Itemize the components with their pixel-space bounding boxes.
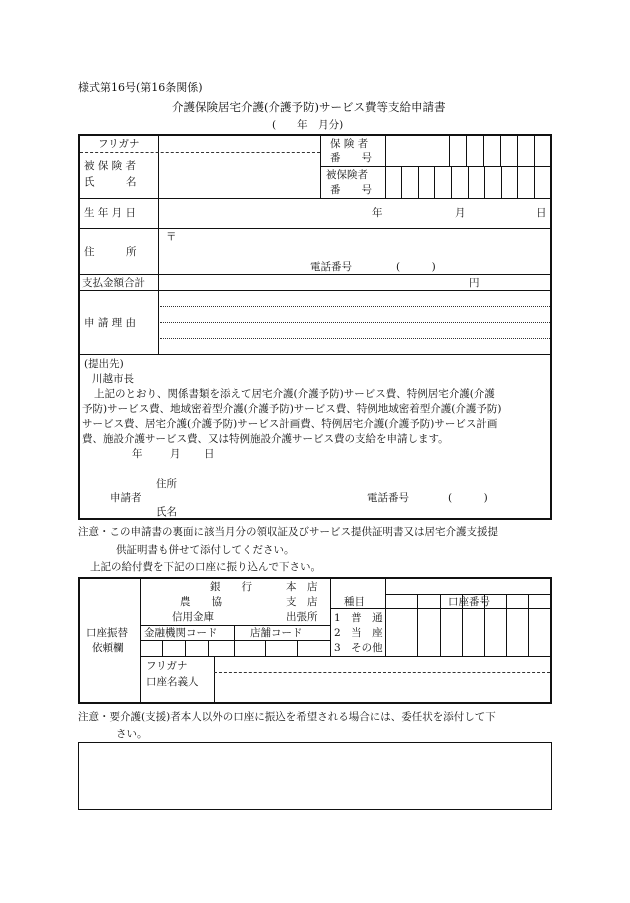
- body-line-4: 費、施設介護サービス費、又は特例施設介護サービス費の支給を申請します。: [82, 433, 449, 445]
- insured-number-label: 被保険者: [326, 169, 368, 181]
- furigana-label: フリガナ: [98, 138, 140, 150]
- insured-name-label-2: 氏 名: [84, 176, 137, 188]
- bank-code-label: 金融機関コード: [144, 627, 218, 639]
- transfer-request: 上記の給付費を下記の口座に振り込んで下さい。: [90, 561, 321, 573]
- note-proxy-line-2: さい。: [116, 728, 148, 740]
- body-line-3: サービス費、居宅介護(介護予防)サービス計画費、特例居宅介護(介護予防)サービス計画: [82, 418, 498, 430]
- account-type-other: 3 その他: [334, 642, 383, 654]
- submission-day-unit: 日: [204, 448, 215, 460]
- applicant-label: 申請者: [110, 492, 142, 504]
- applicant-address-label: 住所: [156, 478, 177, 490]
- insured-number-label-2: 番 号: [330, 184, 372, 196]
- account-type-current: 2 当 座: [334, 627, 383, 639]
- insured-name-label: 被 保 険 者: [84, 160, 137, 172]
- account-holder-label: 口座名義人: [146, 676, 199, 688]
- branch-code-label: 店舗コード: [250, 627, 303, 639]
- holder-furigana-label: フリガナ: [146, 660, 188, 672]
- submission-year-unit: 年: [132, 448, 143, 460]
- insurer-number-input[interactable]: [387, 136, 548, 165]
- reason-label: 申 請 理 由: [84, 317, 137, 329]
- note-proxy-line-1: 注意・要介護(支援)者本人以外の口座に振込を希望される場合には、委任状を添付して下: [78, 711, 496, 723]
- furigana-input[interactable]: [160, 139, 318, 151]
- bank-type-bank: 銀 行: [210, 581, 252, 593]
- account-type-label: 種目: [344, 596, 365, 608]
- bank-section-label: 口座振替: [86, 627, 128, 639]
- submit-to-name: 川越市長: [92, 373, 134, 385]
- bank-section-label-2: 依頼欄: [92, 642, 124, 654]
- bank-type-coop: 農 協: [180, 596, 222, 608]
- code-input[interactable]: [142, 642, 328, 655]
- holder-furigana-input[interactable]: [216, 658, 548, 671]
- phone-parens: ( ): [396, 261, 436, 273]
- submit-to-label: (提出先): [84, 358, 124, 370]
- account-number-label: 口座番号: [448, 596, 490, 608]
- insurer-number-label-2: 番 号: [330, 152, 372, 164]
- applicant-phone-label: 電話番号: [367, 492, 409, 504]
- address-label: 住 所: [84, 246, 137, 258]
- postal-mark: 〒: [166, 231, 177, 243]
- birth-date-label: 生 年 月 日: [84, 207, 137, 219]
- birth-year-unit: 年: [372, 207, 383, 219]
- body-line-1: 上記のとおり、関係書類を添えて居宅介護(介護予防)サービス費、特例居宅介護(介護: [94, 388, 495, 400]
- total-amount-input[interactable]: [160, 276, 460, 289]
- form-period: ( 年 月分): [272, 119, 344, 131]
- birth-date-input[interactable]: [160, 200, 548, 226]
- phone-label: 電話番号: [310, 261, 352, 273]
- insured-name-input[interactable]: [160, 154, 318, 196]
- insurer-number-label: 保 険 者: [330, 138, 369, 150]
- reason-input[interactable]: [160, 292, 548, 352]
- note-receipt-line-2: 供証明書も併せて添付してください。: [116, 544, 295, 556]
- branch-type-branch: 支 店: [286, 596, 318, 608]
- body-line-2: 予防)サービス費、地域密着型介護(介護予防)サービス費、特例地域密着型介護(介護予防): [82, 403, 502, 415]
- branch-type-main: 本 店: [286, 581, 318, 593]
- birth-month-unit: 月: [455, 207, 466, 219]
- yen-unit: 円: [469, 277, 480, 289]
- form-number: 様式第16号(第16条関係): [78, 81, 203, 94]
- applicant-name-label: 氏名: [156, 506, 177, 518]
- applicant-phone-parens: ( ): [448, 492, 488, 504]
- account-holder-input[interactable]: [216, 674, 548, 701]
- birth-day-unit: 日: [536, 207, 547, 219]
- bank-type-credit: 信用金庫: [172, 611, 214, 623]
- total-amount-label: 支払金額合計: [82, 277, 145, 289]
- form-title: 介護保険居宅介護(介護予防)サービス費等支給申請書: [172, 100, 446, 114]
- account-type-regular: 1 普 通: [334, 612, 383, 624]
- submission-month-unit: 月: [170, 448, 181, 460]
- note-receipt-line-1: 注意・この申請書の裏面に該当月分の領収証及びサービス提供証明書又は居宅介護支援提: [78, 526, 498, 538]
- remarks-box[interactable]: [78, 742, 552, 810]
- insured-number-input[interactable]: [387, 168, 548, 197]
- address-input[interactable]: [178, 230, 548, 258]
- account-number-input[interactable]: [387, 610, 548, 655]
- branch-type-office: 出張所: [286, 611, 318, 623]
